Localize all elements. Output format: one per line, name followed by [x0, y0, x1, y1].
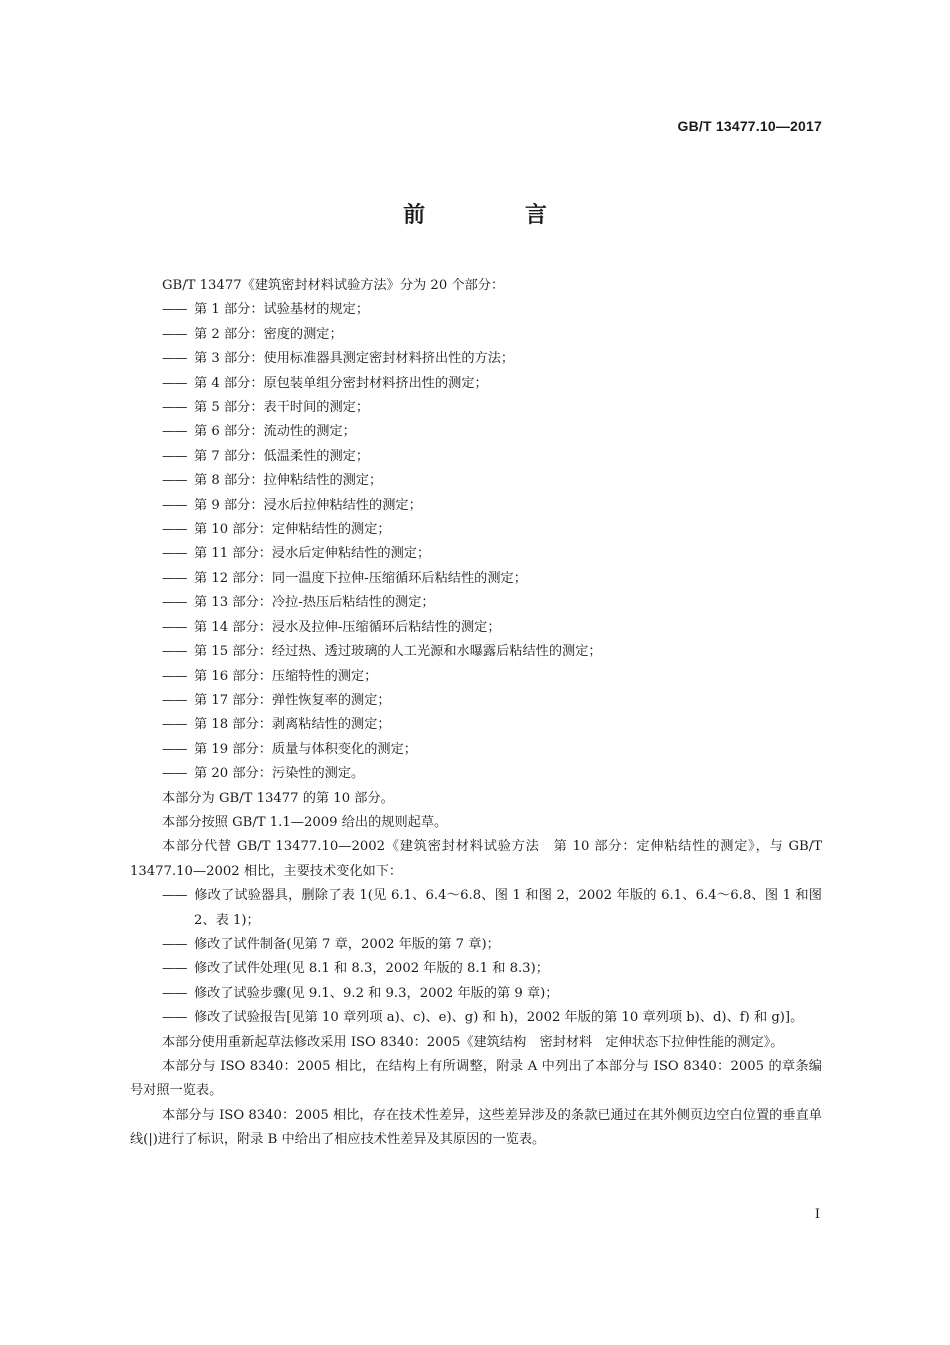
list-item-text: 第 20 部分：污染性的测定。	[194, 766, 365, 782]
list-item-text: 第 3 部分：使用标准器具测定密封材料挤出性的方法；	[194, 351, 515, 367]
list-item	[130, 323, 822, 347]
list-dash: ——	[162, 448, 187, 464]
list-item	[130, 420, 822, 444]
page-number: I	[814, 1207, 820, 1222]
list-dash: ——	[162, 570, 187, 586]
list-item	[130, 469, 822, 493]
list-item	[130, 933, 822, 957]
statement-part: 本部分为 GB/T 13477 的第 10 部分。	[162, 790, 394, 806]
list-item	[130, 347, 822, 371]
list-item-text: 第 13 部分：冷拉-热压后粘结性的测定；	[194, 595, 435, 611]
list-item-text: 第 16 部分：压缩特性的测定；	[194, 668, 378, 684]
list-item	[130, 372, 822, 396]
list-item	[130, 298, 822, 322]
list-item	[130, 1006, 822, 1030]
list-dash: ——	[162, 375, 187, 391]
intro-paragraph: GB/T 13477《建筑密封材料试验方法》分为 20 个部分：	[162, 278, 505, 293]
list-item-text: 第 8 部分：拉伸粘结性的测定；	[194, 473, 383, 489]
list-item-text: 修改了试件处理(见 8.1 和 8.3，2002 年版的 8.1 和 8.3)；	[194, 961, 549, 977]
list-item-text: 第 10 部分：定伸粘结性的测定；	[194, 522, 391, 538]
list-item-text: 第 6 部分：流动性的测定；	[194, 424, 356, 440]
list-dash: ——	[162, 668, 187, 684]
list-item-text: 第 5 部分：表干时间的测定；	[194, 400, 370, 416]
document-body	[130, 274, 822, 1153]
list-item-text: 修改了试验报告[见第 10 章列项 a)、c)、e)、g) 和 h)，2002 年版的第 10 章列项 b)、d)、f) 和 g)]。	[194, 1010, 804, 1026]
list-dash: ——	[162, 497, 187, 513]
list-dash: ——	[162, 888, 187, 904]
statement-rules: 本部分按照 GB/T 1.1—2009 给出的规则起草。	[162, 814, 448, 830]
adoption-paragraph: 本部分使用重新起草法修改采用 ISO 8340：2005《建筑结构 密封材料 定伸状态下拉伸性能的测定》。	[162, 1034, 784, 1050]
list-dash: ——	[162, 302, 187, 318]
list-dash: ——	[162, 717, 187, 733]
list-dash: ——	[162, 741, 187, 757]
list-dash: ——	[162, 473, 187, 489]
list-item-text: 第 4 部分：原包装单组分密封材料挤出性的测定；	[194, 375, 488, 391]
list-dash: ——	[162, 400, 187, 416]
page-title: 前 言	[403, 203, 593, 228]
list-item	[130, 640, 822, 664]
list-dash: ——	[162, 961, 187, 977]
list-item	[130, 616, 822, 640]
list-item-text: 第 9 部分：浸水后拉伸粘结性的测定；	[194, 497, 422, 513]
list-item	[130, 713, 822, 737]
list-item	[130, 567, 822, 591]
list-dash: ——	[162, 985, 187, 1001]
list-item-text: 第 18 部分：剥离粘结性的测定；	[194, 717, 391, 733]
list-item	[130, 396, 822, 420]
list-item	[130, 982, 822, 1006]
list-item-text: 修改了试验步骤(见 9.1、9.2 和 9.3，2002 年版的第 9 章)；	[194, 985, 559, 1001]
list-dash: ——	[162, 619, 187, 635]
list-dash: ——	[162, 326, 187, 342]
list-item-text: 第 19 部分：质量与体积变化的测定；	[194, 741, 417, 757]
list-item	[130, 518, 822, 542]
list-dash: ——	[162, 936, 187, 952]
list-dash: ——	[162, 351, 187, 367]
list-dash: ——	[162, 595, 187, 611]
list-dash: ——	[162, 424, 187, 440]
list-item-text: 修改了试件制备(见第 7 章，2002 年版的第 7 章)；	[194, 936, 500, 952]
list-item	[130, 738, 822, 762]
list-dash: ——	[162, 644, 187, 660]
list-item	[130, 762, 822, 786]
list-item-text: 第 1 部分：试验基材的规定；	[194, 302, 370, 318]
list-item	[130, 542, 822, 566]
list-item	[130, 665, 822, 689]
list-item-text: 第 14 部分：浸水及拉伸-压缩循环后粘结性的测定；	[194, 619, 501, 635]
changes-list	[130, 884, 822, 1030]
list-item-text: 第 12 部分：同一温度下拉伸-压缩循环后粘结性的测定；	[194, 570, 527, 586]
list-dash: ——	[162, 692, 187, 708]
list-item-text: 第 15 部分：经过热、透过玻璃的人工光源和水曝露后粘结性的测定；	[194, 644, 602, 660]
list-item-text: 第 17 部分：弹性恢复率的测定；	[194, 692, 391, 708]
list-dash: ——	[162, 522, 187, 538]
list-item-text: 第 11 部分：浸水后定伸粘结性的测定；	[194, 546, 431, 562]
list-item	[130, 591, 822, 615]
list-dash: ——	[162, 766, 187, 782]
list-dash: ——	[162, 546, 187, 562]
list-item-text: 修改了试验器具，删除了表 1(见 6.1、6.4～6.8、图 1 和图 2，2002 年版的 6.1、6.4～6.8、图 1 和图 2、表 1)；	[194, 888, 822, 928]
list-item-text: 第 2 部分：密度的测定；	[194, 326, 343, 342]
standard-code-header: GB/T 13477.10—2017	[677, 118, 822, 134]
structure-note-paragraph: 本部分与 ISO 8340：2005 相比，在结构上有所调整，附录 A 中列出了本部分与 ISO 8340：2005 的章条编号对照一览表。	[130, 1059, 822, 1099]
list-item	[130, 494, 822, 518]
list-item	[130, 445, 822, 469]
list-dash: ——	[162, 1010, 187, 1026]
list-item	[130, 957, 822, 981]
replaces-paragraph: 本部分代替 GB/T 13477.10—2002《建筑密封材料试验方法 第 10 部分：定伸粘结性的测定》，与 GB/T 13477.10—2002 相比，主要技术变化如下：	[130, 839, 822, 879]
technical-note-paragraph: 本部分与 ISO 8340：2005 相比，存在技术性差异，这些差异涉及的条款已通过在其外侧页边空白位置的垂直单线(|)进行了标识，附录 B 中给出了相应技术性差异及其原因的一览表。	[130, 1107, 822, 1148]
list-item-text: 第 7 部分：低温柔性的测定；	[194, 448, 370, 464]
list-item	[130, 689, 822, 713]
parts-list	[130, 298, 822, 786]
list-item	[130, 884, 822, 933]
